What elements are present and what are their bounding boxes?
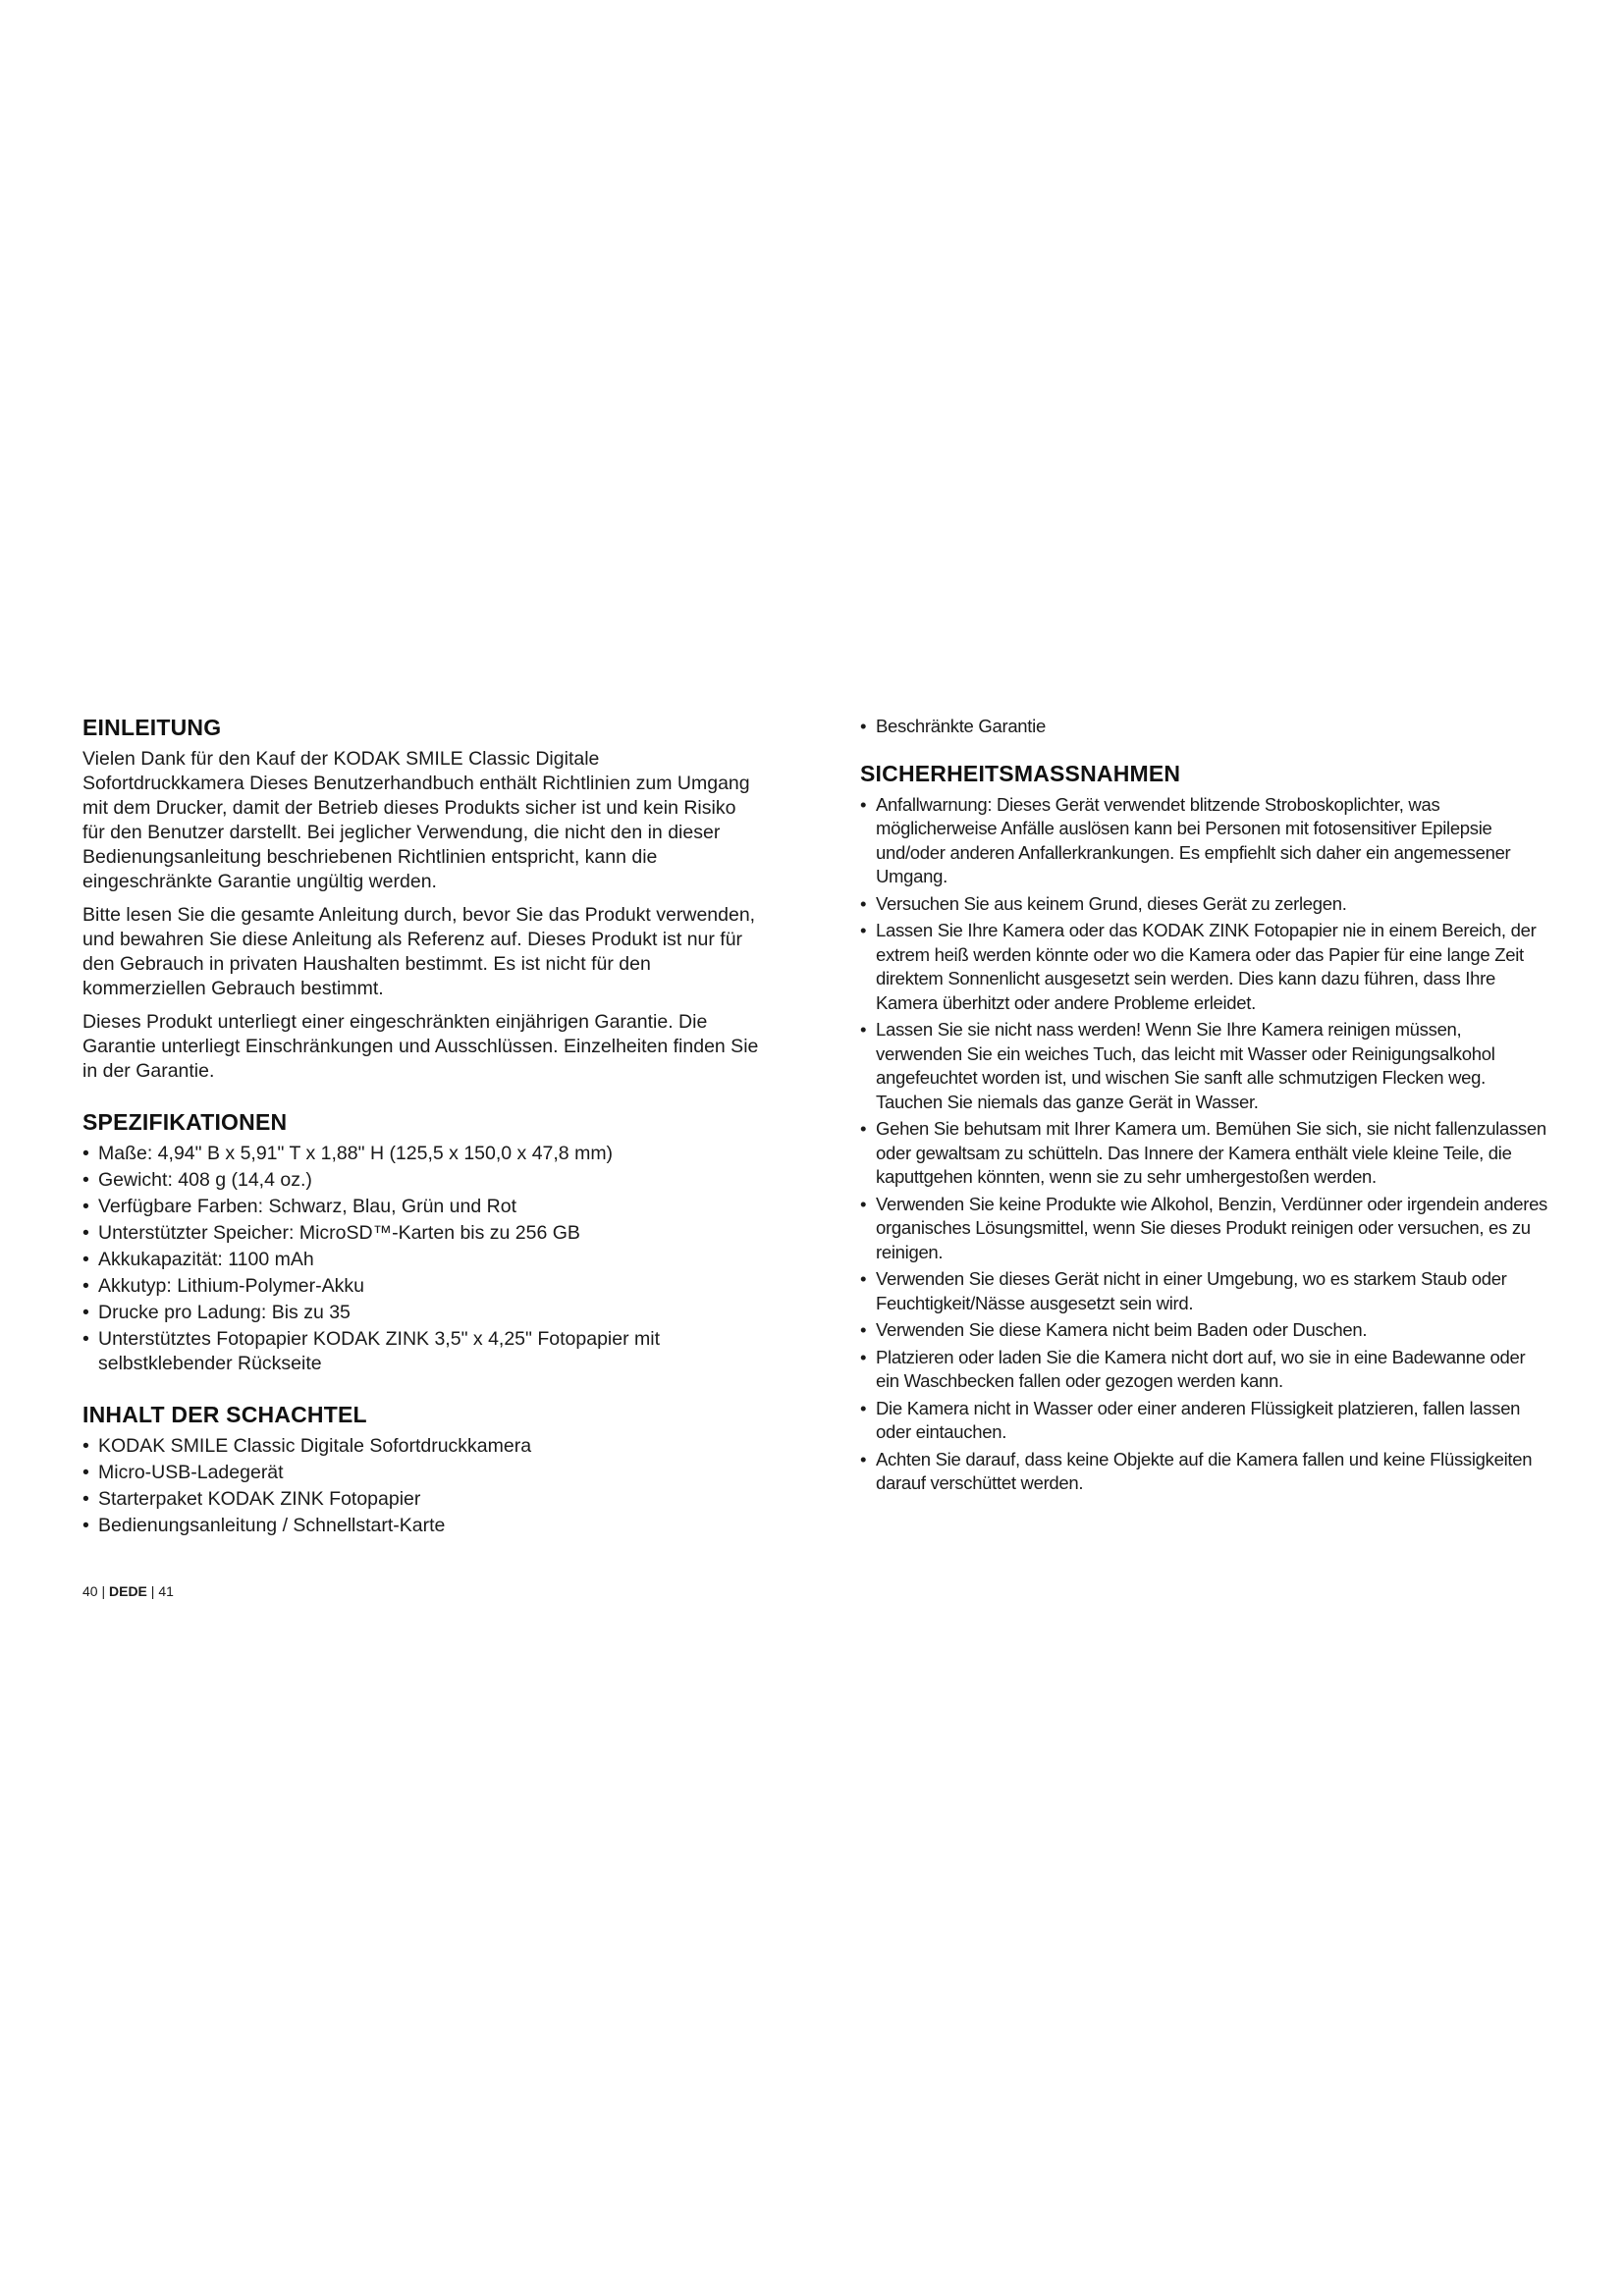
footer-separator: |: [150, 1583, 155, 1599]
footer-separator: |: [101, 1583, 106, 1599]
specs-heading: SPEZIFIKATIONEN: [82, 1109, 288, 1135]
safety-item: • Die Kamera nicht in Wasser oder einer anderen Flüssigkeit platzieren, fallen lassen oder eintauchen.: [860, 1397, 1547, 1445]
left-column: [82, 715, 760, 1564]
spec-item: • Verfügbare Farben: Schwarz, Blau, Grün und Rot: [82, 1195, 760, 1219]
box-item: • Micro-USB-Ladegerät: [82, 1461, 760, 1485]
box-item: • Bedienungsanleitung / Schnellstart-Karte: [82, 1514, 760, 1538]
page-number-right: 41: [158, 1583, 174, 1599]
safety-item: • Achten Sie darauf, dass keine Objekte auf die Kamera fallen und keine Flüssigkeiten darauf verschüttet werden.: [860, 1448, 1547, 1496]
specs-section: [82, 1109, 760, 1376]
safety-item: • Verwenden Sie keine Produkte wie Alkohol, Benzin, Verdünner oder irgendein anderes organisches Lösungsmittel, wenn Sie dieses Produkt reinigen oder versuchen, es zu reinigen.: [860, 1193, 1547, 1265]
box-contents-list: [82, 1434, 760, 1538]
intro-heading: EINLEITUNG: [82, 715, 222, 740]
page-footer: [82, 1583, 174, 1599]
intro-paragraph: Bitte lesen Sie die gesamte Anleitung durch, bevor Sie das Produkt verwenden, und bewahren Sie diese Anleitung als Referenz auf. Dieses Produkt ist nur für den Gebrauch in privaten Haushalten bestimmt. Es ist nicht für den kommerziellen Gebrauch bestimmt.: [82, 904, 756, 999]
safety-item: • Verwenden Sie dieses Gerät nicht in einer Umgebung, wo es starkem Staub oder Feuchtigkeit/Nässe ausgesetzt sein wird.: [860, 1267, 1547, 1315]
spec-item: • Gewicht: 408 g (14,4 oz.): [82, 1168, 760, 1193]
language-code: DEDE: [109, 1583, 147, 1599]
safety-item: • Anfallwarnung: Dieses Gerät verwendet blitzende Stroboskoplichter, was möglicherweise Anfälle auslösen kann bei Personen mit fotosensitiver Epilepsie und/oder anderen Anfallerkrankungen. Es empfiehlt sich daher ein angemessener Umgang.: [860, 793, 1547, 889]
safety-item: • Lassen Sie sie nicht nass werden! Wenn Sie Ihre Kamera reinigen müssen, verwenden Sie ein weiches Tuch, das leicht mit Wasser oder Reinigungsalkohol angefeuchtet worden ist, und wischen Sie sanft alle schmutzigen Flecken weg. Tauchen Sie niemals das ganze Gerät in Wasser.: [860, 1018, 1547, 1114]
intro-paragraph: Dieses Produkt unterliegt einer eingeschränkten einjährigen Garantie. Die Garantie unterliegt Einschränkungen und Ausschlüssen. Einzelheiten finden Sie in der Garantie.: [82, 1011, 759, 1082]
specs-list: [82, 1142, 760, 1376]
safety-item: • Verwenden Sie diese Kamera nicht beim Baden oder Duschen.: [860, 1318, 1547, 1343]
spec-item: • Unterstütztes Fotopapier KODAK ZINK 3,5" x 4,25" Fotopapier mit selbstklebender Rückseite: [82, 1327, 760, 1376]
right-column: [860, 715, 1547, 1522]
page-number-left: 40: [82, 1583, 98, 1599]
box-contents-section: [82, 1402, 760, 1538]
box-item: • KODAK SMILE Classic Digitale Sofortdruckkamera: [82, 1434, 760, 1459]
safety-section: [860, 761, 1547, 1496]
safety-item: • Gehen Sie behutsam mit Ihrer Kamera um. Bemühen Sie sich, sie nicht fallenzulassen oder gewaltsam zu schütteln. Das Innere der Kamera enthält viele kleine Teile, die kaputtgehen könnten, wenn sie zu sehr umhergestoßen werden.: [860, 1117, 1547, 1190]
intro-paragraph: Vielen Dank für den Kauf der KODAK SMILE Classic Digitale Sofortdruckkamera Dieses Benutzerhandbuch enthält Richtlinien zum Umgang mit dem Drucker, damit der Betrieb dieses Produkts sicher ist und kein Risiko für den Benutzer darstellt. Bei jeglicher Verwendung, die nicht den in dieser Bedienungsanleitung beschriebenen Richtlinien entspricht, kann die eingeschränkte Garantie ungültig werden.: [82, 748, 750, 892]
spec-item: • Akkutyp: Lithium-Polymer-Akku: [82, 1274, 760, 1299]
box-item: • Beschränkte Garantie: [860, 715, 1547, 739]
spec-item: • Unterstützter Speicher: MicroSD™-Karten bis zu 256 GB: [82, 1221, 760, 1246]
box-item: • Starterpaket KODAK ZINK Fotopapier: [82, 1487, 760, 1512]
safety-item: • Versuchen Sie aus keinem Grund, dieses Gerät zu zerlegen.: [860, 892, 1547, 917]
safety-heading: SICHERHEITSMASSNAHMEN: [860, 760, 1181, 786]
safety-item: • Lassen Sie Ihre Kamera oder das KODAK ZINK Fotopapier nie in einem Bereich, der extrem heiß werden könnte oder wo die Kamera oder das Papier für eine lange Zeit direktem Sonnenlicht ausgesetzt sein werden. Dies kann dazu führen, dass Ihre Kamera überhitzt oder andere Probleme erleidet.: [860, 919, 1547, 1015]
box-contents-heading: INHALT DER SCHACHTEL: [82, 1402, 367, 1427]
box-contents-list-continued: [860, 715, 1547, 739]
spec-item: • Maße: 4,94" B x 5,91" T x 1,88" H (125,5 x 150,0 x 47,8 mm): [82, 1142, 760, 1166]
safety-item: • Platzieren oder laden Sie die Kamera nicht dort auf, wo sie in eine Badewanne oder ein Waschbecken fallen oder gezogen werden kann.: [860, 1346, 1547, 1394]
intro-section: [82, 715, 760, 1084]
safety-list: [860, 793, 1547, 1496]
spec-item: • Akkukapazität: 1100 mAh: [82, 1248, 760, 1272]
spec-item: • Drucke pro Ladung: Bis zu 35: [82, 1301, 760, 1325]
